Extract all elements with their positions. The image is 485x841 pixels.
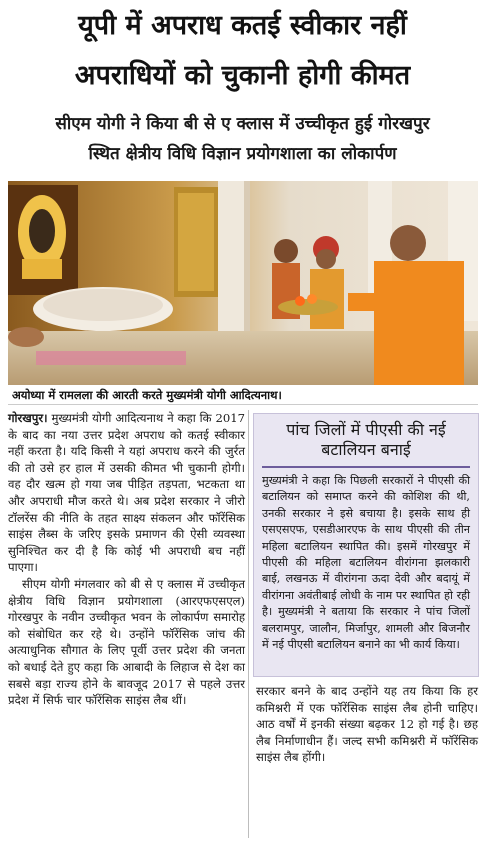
sidebar-box-body: मुख्यमंत्री ने कहा कि पिछली सरकारों ने पीएसी की बटालियन को समाप्त करने की कोशिश की थी, उनकी सरकार ने इसे बचाया है। इसके साथ ही एसएसएफ, एसडीआरएफ के साथ पीएसी की तीन महिला बटालियन स्थापित की। इसमें गोरखपुर में पीएसी की महिला बटालियन वीरांगना झलकारी बाई, लखनऊ में वीरांगना ऊदा देवी और बदायूं में वीरांगना अवंतीबाई लोधी के नाम पर स्थापित हो रही है। मुख्यमंत्री ने बताया कि सरकार ने पांच जिलों बलरामपुर, जालौन, मिर्जापुर, शामली और बिजनौर में नई पीएसी बटालियन बनाने का भी कार्य किया। (262, 474, 470, 652)
aarti-scene-illustration (8, 181, 478, 385)
dateline: गोरखपुर। (8, 411, 48, 425)
sidebar-title-line-1: पांच जिलों में पीएसी की नई (286, 420, 446, 439)
news-photo (8, 181, 478, 385)
article-paragraph-2: सीएम योगी मंगलवार को बी से ए क्लास में उच्चीकृत क्षेत्रीय विधि विज्ञान प्रयोगशाला (आरएफएसएल) गोरखपुर के नवीन उच्चीकृत भवन के लोकार्पण समारोह को संबोधित कर रहे थे। उन्होंने फॉरेंसिक जांच की अत्याधुनिक सौगात के लिए पूर्वी उत्तर प्रदेश की जनता को बधाई देते हुए कहा कि आबादी के लिहाज से देश का सबसे बड़ा राज्य होने के बावजूद 2017 से पहले उत्तर प्रदेश में सिर्फ चार फॉरेंसिक साइंस लैब थीं। (8, 576, 245, 708)
headline-line-1: यूपी में अपराध कतई स्वीकार नहीं (78, 10, 407, 41)
subheadline-line-1: सीएम योगी ने किया बी से ए क्लास में उच्चीकृत हुई गोरखपुर (55, 114, 430, 134)
column-divider (248, 410, 249, 838)
article-right-column (256, 683, 478, 766)
headline-line-2: अपराधियों को चुकानी होगी कीमत (74, 60, 411, 91)
photo-caption: अयोध्या में रामलला की आरती करते मुख्यमंत्री योगी आदित्यनाथ। (8, 385, 478, 405)
subheadline-line-2: स्थित क्षेत्रीय विधि विज्ञान प्रयोगशाला का लोकार्पण (88, 144, 397, 164)
sidebar-title-rule (262, 466, 470, 468)
sidebar-box-title (262, 420, 470, 460)
sidebar-box (253, 413, 479, 677)
article-paragraph-1 (8, 410, 245, 576)
article-paragraph-3: सरकार बनने के बाद उन्होंने यह तय किया कि हर कमिश्नरी में एक फॉरेंसिक साइंस लैब होनी चाहिए। आठ वर्षों में इनकी संख्या बढ़कर 12 हो गई है। छह लैब निर्माणाधीन हैं। जल्द सभी कमिश्नरी में फॉरेंसिक साइंस लैब होंगी। (256, 684, 478, 765)
sidebar-title-line-2: बटालियन बनाई (321, 440, 411, 459)
article-left-column (8, 410, 245, 709)
article-text-1: मुख्यमंत्री योगी आदित्यनाथ ने कहा कि 2017 के बाद का नया उत्तर प्रदेश अपराध को कतई स्वीकार नहीं करता है। यदि किसी ने यहां अपराध करने की जुर्रत की तो उसे हर हाल में उसकी कीमत भी चुकानी होगी। वह दौर खत्म हो गया जब पीड़ित तड़पता, भटकता था और अपराधी मौज करते थे। अब प्रदेश सरकार ने जीरो टॉलरेंस की नीति के तहत साक्ष्य संकलन और फॉरेंसिक साइंस लैब्स के जरिए इसके प्रमाणन की ऐसी व्यवस्था सुनिश्चित कर दी है कि कोई भी अपराधी बच नहीं पाएगा। (8, 411, 245, 575)
